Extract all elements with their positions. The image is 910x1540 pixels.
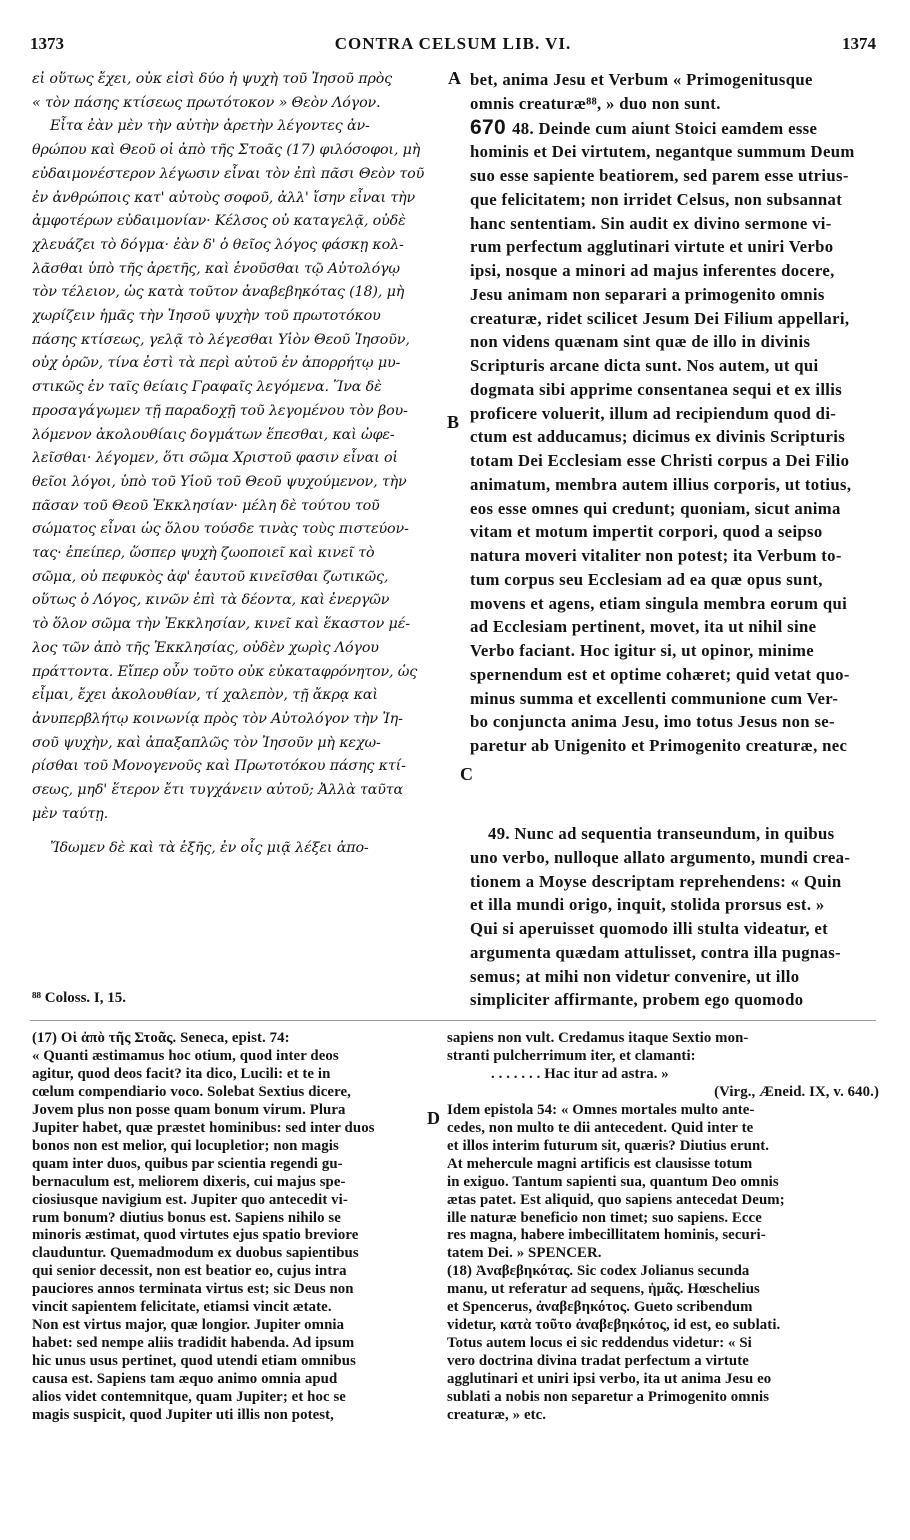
greek-text-line: σῶμα, οὐ πεφυκὸς ἀφ' ἑαυτοῦ κινεῖσθαι ζωτικῶς, xyxy=(32,568,389,585)
latin-text-line: et illa mundi origo, inquit, stolida prorsus est. » xyxy=(470,895,825,915)
note-line: (18) Ἀναβεβηκότας. Sic codex Jolianus secunda xyxy=(447,1263,750,1280)
note-line: videtur, κατὰ τοῦτο ἀναβεβηκότος, id est, eo sublati. xyxy=(447,1317,781,1334)
latin-text-line: hominis et Dei virtutem, negantque summum Deum xyxy=(470,142,855,162)
margin-letter-a: A xyxy=(448,68,461,88)
note-line: manu, ut referatur ad sequens, ἡμᾶς. Hœschelius xyxy=(447,1281,760,1298)
margin-letter-d: D xyxy=(427,1108,440,1128)
latin-text-line: argumenta quædam attulisset, contra illa pugnas- xyxy=(470,942,841,962)
note-line: bonos non est melior, qui locupletior; non magis xyxy=(32,1137,339,1154)
note-line: et Spencerus, ἀναβεβηκότος. Gueto scribendum xyxy=(447,1299,753,1316)
greek-text-line: λόμενον ἀκολουθίαις δογμάτων ἕπεσθαι, καὶ ὠφε- xyxy=(32,426,395,443)
note-line: . . . . . . . Hac itur ad astra. » xyxy=(491,1065,669,1082)
note-line: Idem epistola 54: « Omnes mortales multo ante- xyxy=(447,1101,755,1118)
latin-text-line: totam Dei Ecclesiam esse Christi corpus a Dei Filio xyxy=(470,451,850,470)
note-line: agitur, quod deos facit? ita dico, Lucili: et te in xyxy=(32,1065,331,1082)
margin-letter-b: B xyxy=(447,412,460,432)
note-line: res magna, habere imbecillitatem hominis, securi- xyxy=(447,1227,766,1244)
latin-text-line: Jesu animam non separari a primogenito omnis xyxy=(470,284,825,304)
margin-letter-c: C xyxy=(460,764,473,784)
greek-column xyxy=(32,68,446,860)
latin-text-line xyxy=(470,116,878,141)
latin-text-line: semus; at mihi non videtur convenire, ut illo xyxy=(470,966,800,986)
latin-text-line: 49. Nunc ad sequentia transeundum, in quibus xyxy=(488,824,835,843)
latin-text-line: vitam et motum impertit corpori, quod a seipso xyxy=(470,522,823,542)
latin-text-line: Qui si aperuisset quomodo illi stulta videatur, et xyxy=(470,919,829,938)
greek-text-line: πάσης κτίσεως, γελᾷ τὸ λέγεσθαι Υἱὸν Θεοῦ Ἰησοῦν, xyxy=(32,331,410,348)
running-title: CONTRA CELSUM LIB. VI. xyxy=(334,34,572,53)
greek-text-line: πᾶσαν τοῦ Θεοῦ Ἐκκλησίαν· μέλη δὲ τούτου τοῦ xyxy=(32,497,380,514)
latin-text-line: Verbo faciant. Hoc igitur si, ut opinor, minime xyxy=(470,641,815,660)
note-line: (Virg., Æneid. IX, v. 640.) xyxy=(714,1083,879,1100)
latin-text-line-text: 48. Deinde cum aiunt Stoici eamdem esse xyxy=(512,118,818,138)
greek-text-line: πράττοντα. Εἴπερ οὖν τοῦτο οὐκ εὐκαταφρόνητον, ὡς xyxy=(32,663,418,680)
note-line: rum bonum? diutius bonus est. Sapiens nihilo se xyxy=(32,1209,341,1226)
greek-text-line: σοῦ ψυχὴν, καὶ ἀπαξαπλῶς τὸν Ἰησοῦν μὴ κεχω- xyxy=(32,734,381,751)
greek-text-line: χλευάζει τὸ δόγμα· ἐὰν δ' ὁ θεῖος λόγος φάσκῃ κολ- xyxy=(32,236,404,253)
latin-text-line: suo esse sapiente beatiorem, sed parem esse utrius- xyxy=(470,166,849,185)
latin-text-line: creaturæ, ridet scilicet Jesum Dei Filium appellari, xyxy=(470,308,850,328)
note-line: magis suspicit, quod Jupiter uti illis non potest, xyxy=(32,1407,334,1424)
note-line: vero doctrina divina tradat perfectum a virtute xyxy=(447,1353,749,1370)
latin-text-line: eos esse omnes qui credunt; quoniam, sicut anima xyxy=(470,498,841,518)
note-line: et illos interim futurum sit, quæris? Diutius erunt. xyxy=(447,1137,770,1154)
note-line: Jupiter habet, quæ præstet hominibus: sed inter duos xyxy=(32,1119,375,1136)
latin-text-line: Scripturis arcane dicta sunt. Nos autem, ut qui xyxy=(470,356,819,375)
page-number-left: 1373 xyxy=(30,34,64,53)
latin-column-continued xyxy=(470,822,878,1018)
greek-text-line: λος τῶν ἀπὸ τῆς Ἐκκλησίας, οὐδὲν χωρὶς Λόγου xyxy=(32,639,379,656)
greek-text-line: λεῖσθαι· λέγομεν, ὅτι σῶμα Χριστοῦ φασιν εἶναι οἱ xyxy=(32,450,398,467)
greek-text-line: θρώπου καὶ Θεοῦ οἱ ἀπὸ τῆς Στοᾶς (17) φιλόσοφοι, μὴ xyxy=(32,142,421,159)
latin-text-line: hanc sententiam. Sin audit ex divino sermone vi- xyxy=(470,213,832,233)
note-line: habet: sed nempe aliis tradidit habenda. Ad ipsum xyxy=(32,1335,355,1352)
greek-text-line: χωρίζειν ἡμᾶς τὴν Ἰησοῦ ψυχὴν τοῦ πρωτοτόκου xyxy=(32,308,381,325)
note-line: agglutinari et uniri ipsi verbo, ita ut anima Jesu eo xyxy=(447,1371,772,1388)
greek-text-line: « τὸν πάσης κτίσεως πρωτότοκον » Θεὸν Λόγον. xyxy=(32,94,381,111)
latin-text-line: paretur ab Unigenito et Primogenito creaturæ, nec xyxy=(470,736,848,755)
note-line: in exiguo. Tantum sapienti sua, quantum Deo omnis xyxy=(447,1173,779,1190)
latin-text-line: minus summa et excellenti communione cum Ver- xyxy=(470,688,839,708)
note-line: tatem Dei. » SPENCER. xyxy=(447,1245,602,1262)
latin-text-line: proficere voluerit, illum ad recipiendum quod di- xyxy=(470,403,837,423)
greek-text-line: τὸ ὅλον σῶμα τὴν Ἐκκλησίαν, κινεῖ καὶ ἕκαστον μέ- xyxy=(32,616,410,633)
note-line: ciosiusque navigium est. Jupiter quo antecedit vi- xyxy=(32,1191,348,1208)
greek-text-line: τας· ἐπείπερ, ὥσπερ ψυχὴ ζωοποιεῖ καὶ κινεῖ τὸ xyxy=(32,545,375,562)
column-number: 670 xyxy=(470,115,507,139)
latin-text-line: movens et agens, etiam singula membra eorum qui xyxy=(470,593,848,613)
greek-text-line: ἐν ἀνθρώποις κατ' αὐτοὺς σοφοῦ, ἀλλ' ἴσην εἶναι τὴν xyxy=(32,189,416,206)
note-line: pauciores annos terminata virtus est; sic Deus non xyxy=(32,1281,354,1298)
greek-text-line: Εἶτα ἐὰν μὲν τὴν αὐτὴν ἀρετὴν λέγοντες ἀν- xyxy=(50,118,370,135)
note-line: (17) Οἱ ἀπὸ τῆς Στοᾶς. Seneca, epist. 74: xyxy=(32,1030,290,1046)
greek-text-line: προσαγάγωμεν τῇ παραδοχῇ τοῦ λεγομένου τὸν βου- xyxy=(32,402,408,419)
greek-text-line: εἶμαι, ἔχει ἀκολουθίαν, τί χαλεπὸν, τῇ ἄκρᾳ καὶ xyxy=(32,687,378,704)
latin-text-line: tionem a Moyse descriptam reprehendens: « Quin xyxy=(470,871,842,891)
note-line: minoris æstimat, quod virtutes ejus spatio breviore xyxy=(32,1227,359,1244)
latin-text-line: natura moveri vitaliter non potest; ita Verbum to- xyxy=(470,546,842,565)
note-line: clauduntur. Quemadmodum ex duobus sapientibus xyxy=(32,1245,359,1262)
latin-text-line: simpliciter affirmante, probem ego quomodo xyxy=(470,990,804,1010)
latin-text-line: non videns quænam sint quæ de illo in divinis xyxy=(470,332,811,352)
latin-text-line: bo conjuncta anima Jesu, imo totus Jesus non se- xyxy=(470,712,835,732)
latin-text-line: omnis creaturæ⁸⁸, » duo non sunt. xyxy=(470,93,721,113)
latin-text-line: animatum, membra autem illius corporis, ut totius, xyxy=(470,474,852,494)
greek-text-line: εἰ οὕτως ἔχει, οὐκ εἰσὶ δύο ἡ ψυχὴ τοῦ Ἰησοῦ πρὸς xyxy=(32,71,393,87)
greek-text-line: οὐχ ὁρῶν, τίνα ἐστὶ τὰ περὶ αὐτοῦ ἐν ἀπορρήτῳ μυ- xyxy=(32,355,401,372)
latin-text-line: ctum est adducamus; dicimus ex divinis Scripturis xyxy=(470,427,846,447)
note-line: Jovem plus non posse quam bonum virum. Plura xyxy=(32,1101,346,1118)
note-line: stranti pulcherrimum iter, et clamanti: xyxy=(447,1047,696,1064)
notes-right-column xyxy=(447,1030,879,1430)
note-line: bernaculum est, meliorem dixeris, cui majus spe- xyxy=(32,1173,346,1190)
note-line: alios videt contemnitque, quam Jupiter; et hoc se xyxy=(32,1389,346,1406)
latin-text-line: tum corpus seu Ecclesiam ad ea quæ opus sunt, xyxy=(470,569,823,589)
greek-text-line: εὐδαιμονέστερον λέγωσιν εἶναι τὸν ἐπὶ πᾶσι Θεὸν τοῦ xyxy=(32,165,425,182)
latin-text-line: que felicitatem; non irridet Celsus, non subsannat xyxy=(470,189,843,209)
note-line: sublati a nobis non separetur a Primogenito omnis xyxy=(447,1389,770,1406)
greek-text-line: στικῶς ἐν ταῖς θείαις Γραφαῖς λεγόμενα. Ἵνα δὲ xyxy=(32,379,382,396)
page-number-right: 1374 xyxy=(842,34,876,53)
latin-text-line: ipsi, nosque a minori ad majus inferentes docere, xyxy=(470,261,835,280)
greek-text-line: ἀμφοτέρων εὐδαιμονίαν· Κέλσος οὐ καταγελᾷ, οὐδὲ xyxy=(32,213,406,230)
latin-text-line: bet, anima Jesu et Verbum « Primogenitusque xyxy=(470,70,813,89)
note-line: hic unus usus pertinet, quod utendi etiam omnibus xyxy=(32,1353,356,1370)
running-header xyxy=(30,34,876,58)
greek-text-line: ρίσθαι τοῦ Μονογενοῦς καὶ Πρωτοτόκου πάσης κτί- xyxy=(32,758,406,775)
greek-text-line: λᾶσθαι ὑπὸ τῆς ἀρετῆς, καὶ ἑνοῦσθαι τῷ Αὐτολόγῳ xyxy=(32,260,400,277)
latin-text-line: spernendum est et optime cohæret; quid vetat quo- xyxy=(470,664,850,684)
greek-text-line: θεῖοι λόγοι, ὑπὸ τοῦ Υἱοῦ τοῦ Θεοῦ ψυχούμενον, τὴν xyxy=(32,473,407,490)
latin-text-line: ad Ecclesiam pertinent, movet, ita ut nihil sine xyxy=(470,617,817,637)
note-line: creaturæ, » etc. xyxy=(447,1407,547,1424)
note-line: cedes, non multo te dii antecedent. Quid inter te xyxy=(447,1119,754,1136)
greek-text-line: σώματος εἶναι ὡς ὅλου τούσδε τινὰς τοὺς πιστεύον- xyxy=(32,521,409,538)
note-line: quam inter duos, quibus par scientia regendi gu- xyxy=(32,1155,343,1172)
greek-text-line: ἀνυπερβλήτῳ κοινωνίᾳ πρὸς τὸν Αὐτολόγον τὴν Ἰη- xyxy=(32,710,403,727)
note-line: sapiens non vult. Credamus itaque Sextio mon- xyxy=(447,1030,749,1046)
latin-text-line: dogmata sibi apprime consentanea sequi et ex illis xyxy=(470,379,843,399)
note-line: ille naturæ beneficio non timet; suo sapiens. Ecce xyxy=(447,1209,762,1226)
note-line: Non est virtus major, quæ longior. Jupiter omnia xyxy=(32,1317,345,1334)
greek-text-line: Ἴδωμεν δὲ καὶ τὰ ἑξῆς, ἐν οἷς μιᾷ λέξει ἀπο- xyxy=(50,839,369,856)
notes-left-column xyxy=(32,1030,436,1430)
footnote-reference: ⁸⁸ Coloss. I, 15. xyxy=(32,990,127,1006)
note-line: ætas patet. Est aliquid, quo sapiens antecedat Deum; xyxy=(447,1191,785,1208)
latin-column xyxy=(470,68,878,758)
note-line: Totus autem locus ei sic reddendus videtur: « Si xyxy=(447,1335,752,1352)
greek-text-line: οὕτως ὁ Λόγος, κινῶν ἐπὶ τὰ δέοντα, καὶ ἐνεργῶν xyxy=(32,592,390,609)
greek-text-line: σεως, μηδ' ἕτερον ἔτι τυγχάνειν αὐτοῦ; Ἀλλὰ ταῦτα xyxy=(32,782,404,799)
latin-text-line: uno verbo, nulloque allato argumento, mundi crea- xyxy=(470,847,851,867)
greek-text-line: τὸν τέλειον, ὡς κατὰ τοῦτον ἀναβεβηκότας (18), μὴ xyxy=(32,284,405,301)
note-line: qui senior decessit, non est beatior eo, cujus intra xyxy=(32,1263,347,1280)
note-line: cœlum compendiario voco. Solebat Sextius dicere, xyxy=(32,1083,351,1100)
note-line: « Quanti æstimamus hoc otium, quod inter deos xyxy=(32,1047,339,1064)
note-line: vincit sapientem felicitate, etiamsi vincit ætate. xyxy=(32,1299,332,1316)
greek-text-line: μὲν ταύτῃ. xyxy=(32,805,108,822)
notes-divider xyxy=(30,1020,876,1021)
note-line: At mehercule magni artificis est clausisse totum xyxy=(447,1155,753,1172)
note-line: causa est. Sapiens tam æquo animo omnia apud xyxy=(32,1371,338,1388)
latin-text-line: rum perfectum agglutinari virtute et uniri Verbo xyxy=(470,237,834,257)
